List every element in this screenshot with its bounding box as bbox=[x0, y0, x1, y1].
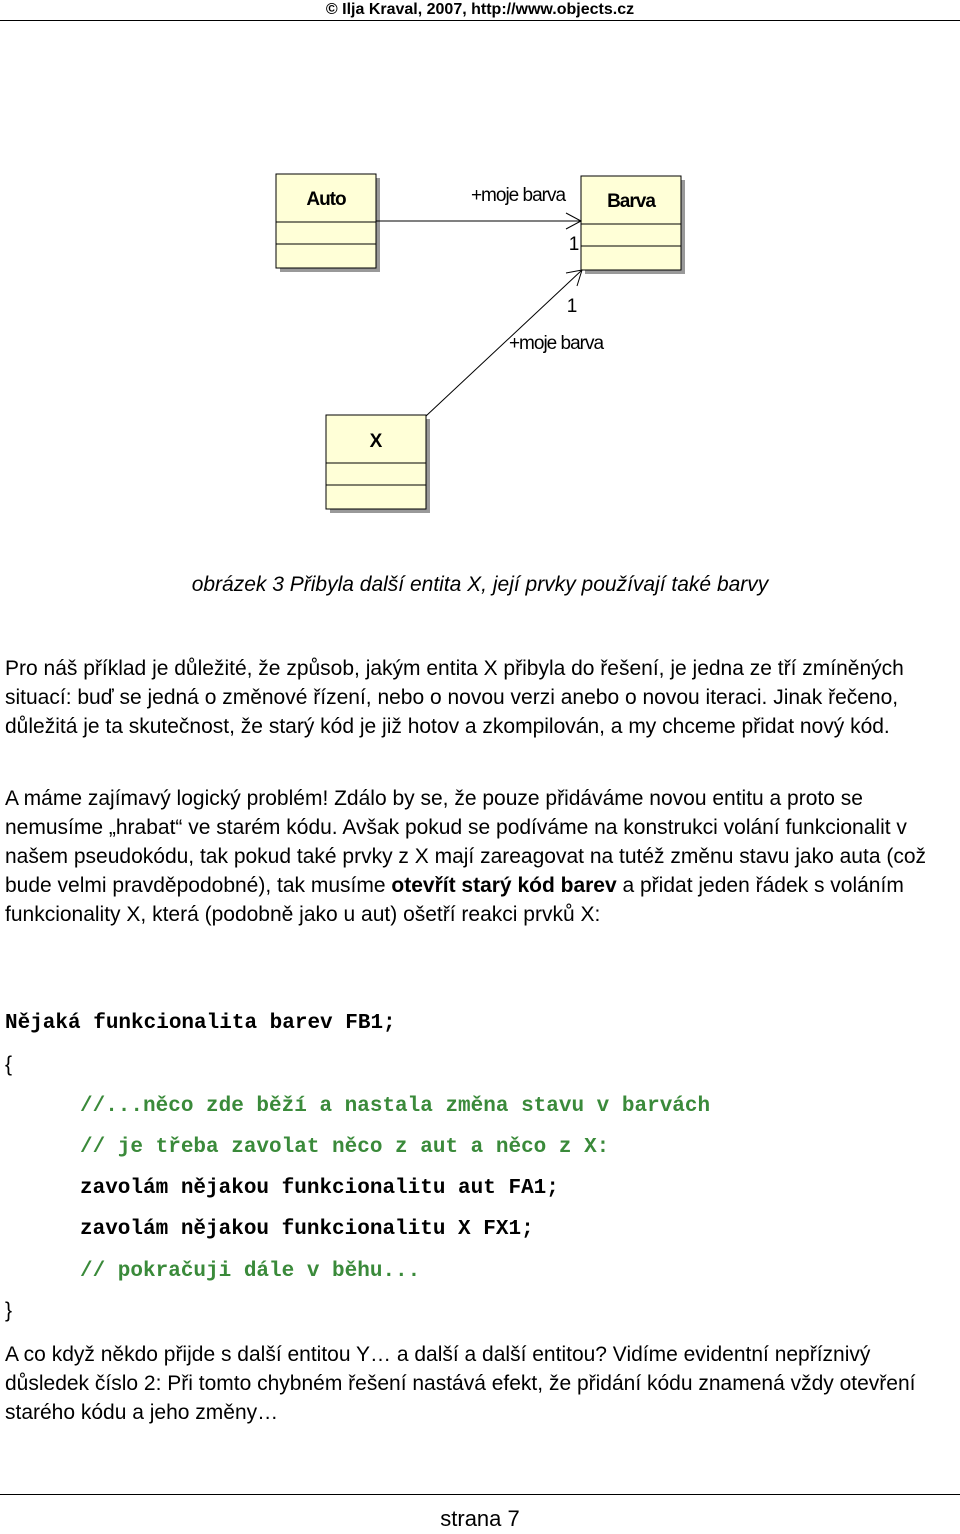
assoc-auto-barva-multiplicity: 1 bbox=[568, 234, 580, 255]
class-barva-name: Barva bbox=[607, 191, 655, 212]
code-call-fa1: zavolám nějakou funkcionalitu aut FA1; bbox=[80, 1177, 559, 1200]
association-auto-barva bbox=[376, 185, 581, 255]
code-line-function: Nějaká funkcionalita barev FB1; bbox=[5, 1012, 396, 1035]
class-x-name: X bbox=[369, 431, 383, 452]
paragraph-3: A co když někdo přijde s další entitou Y… a další a další entitou? Vidíme evidentní nepříznivý důsledek číslo 2: Při tomto chybném řešení nastává efekt, že přidání kódu znamená vždy otevření starého kódu a jeho změny… bbox=[5, 1343, 916, 1424]
class-auto bbox=[276, 174, 380, 272]
association-x-barva bbox=[426, 270, 604, 416]
paragraph-2-bold: otevřít starý kód barev bbox=[391, 874, 617, 897]
figure-caption: obrázek 3 Přibyla další entita X, její prvky používají také barvy bbox=[191, 573, 769, 596]
code-call-fx1: zavolám nějakou funkcionalitu X FX1; bbox=[80, 1218, 534, 1241]
class-barva bbox=[581, 176, 685, 274]
assoc-auto-barva-role: +moje barva bbox=[470, 185, 566, 206]
page-number: strana 7 bbox=[440, 1506, 520, 1531]
uml-diagram bbox=[0, 150, 960, 530]
paragraph-2 bbox=[5, 784, 955, 929]
paragraph-2-part-a: A máme zajímavý logický problém! Zdálo by se, že pouze přidáváme novou entitu a proto se nemusíme „hrabat“ ve starém kódu. Avšak pokud se podíváme na konstrukci volání funkcionalit v našem pseudokódu, tak pokud také prvky z X mají zareagovat na tutéž změnu stavu jako auta (což bude velmi pravděpodobné), tak musíme bbox=[5, 787, 927, 897]
footer-divider bbox=[0, 1494, 960, 1495]
code-comment-2: // je třeba zavolat něco z aut a něco z X: bbox=[80, 1136, 610, 1159]
class-x bbox=[326, 415, 430, 513]
code-close-brace: } bbox=[5, 1299, 13, 1322]
code-comment-1: //...něco zde běží a nastala změna stavu v barvách bbox=[80, 1095, 711, 1118]
assoc-x-barva-multiplicity: 1 bbox=[566, 296, 578, 317]
paragraph-1: Pro náš příklad je důležité, že způsob, jakým entita X přibyla do řešení, je jedna ze tří zmíněných situací: buď se jedná o změnové řízení, nebo o novou verzi anebo o novou iteraci. Jinak řečeno, důležitá je ta skutečnost, že starý kód je již hotov a zkompilován, a my chceme přidat nový kód. bbox=[5, 657, 904, 738]
assoc-x-barva-role: +moje barva bbox=[508, 333, 604, 354]
code-open-brace: { bbox=[5, 1053, 13, 1076]
page-header: © Ilja Kraval, 2007, http://www.objects.cz bbox=[0, 0, 960, 21]
code-comment-3: // pokračuji dále v běhu... bbox=[80, 1260, 421, 1283]
paragraph-2-part-b: a přidat jeden řádek s voláním funkcionality X, která (podobně jako u aut) ošetří reakci prvků X: bbox=[5, 874, 904, 926]
class-auto-name: Auto bbox=[306, 189, 346, 210]
